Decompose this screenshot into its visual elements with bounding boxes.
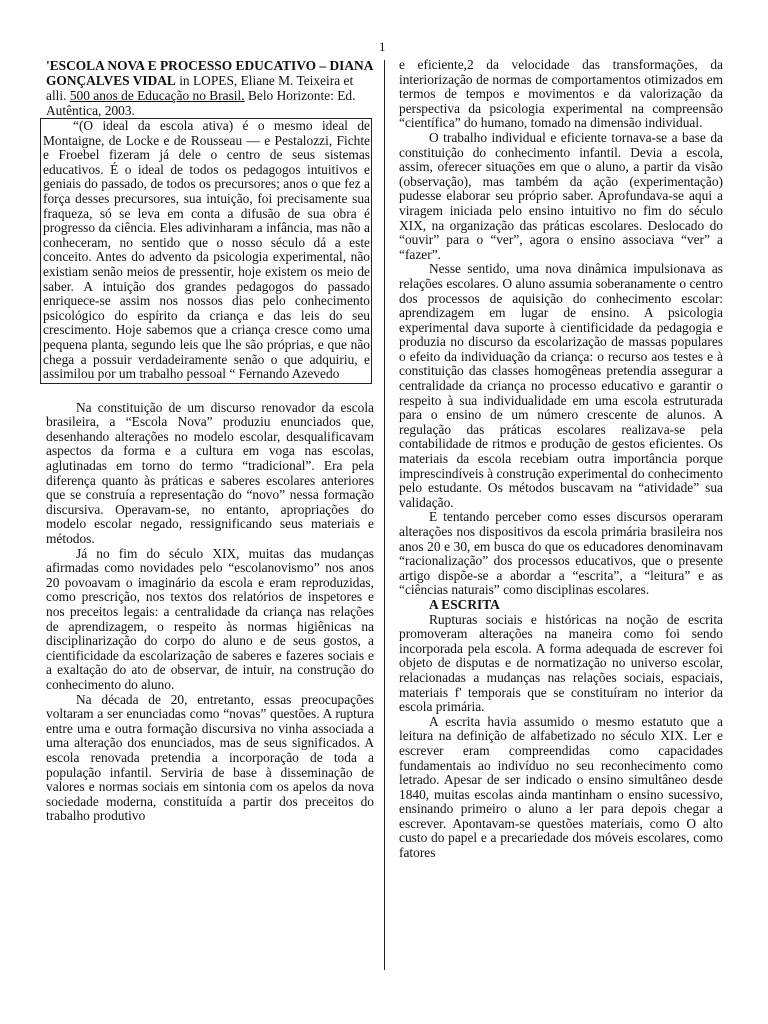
body-paragraph: e eficiente,2 da velocidade das transformações, da interiorização de normas de comportamentos otimizados em termos de tempos e movimentos e da valorização da perspectiva da psicologia experimental na compreensão “científica” do humano, tomado na dimensão individual. [399, 57, 723, 131]
body-paragraph: Nesse sentido, uma nova dinâmica impulsionava as relações escolares. O aluno assumia soberanamente o centro dos processos de aquisição do conhecimento escolar: aprendizagem em lugar de ensino. A psicologia experimental dava suporte à cientificidade da pedagogia e produzia no discurso da escolarização de massas populares o efeito da individuação da criança: o recurso aos testes e à constituição das classes homogêneas pretendia assegurar a centralidade da criança no processo educativo e garantir o respeito à sua individualidade em uma escola estruturada para o ensino de um número crescente de alunos. A regulação das práticas escolares realizava-se pela contabilidade de ritmos e produção de gestos eficientes. Os materiais da escola recebiam outra importância porque imprescindíveis à construção experimental do conhecimento pelo estudante. Os métodos buscavam na “atividade” sua validação. [399, 261, 723, 510]
quote-text: “(O ideal da escola ativa) é o mesmo ideal de Montaigne, de Locke e de Rousseau — e Pestalozzi, Fichte e Froebel fizeram já dele o centro de seus sistemas educativos. É o ideal de todos os pedagogos intuitivos e geniais do passado, de todos os precursores; anos o que fez a força desses precursores, sua intuição, foi precisamente sua fraqueza, só se leva em conta a difusão de sua obra é progresso da ciência. Eles adivinharam a infância, mas não a conheceram, no sentido que o nosso século dá a este conceito. Antes do advento da psicologia experimental, não existiam senão meios de pressentir, hoje existem os meio de saber. A intuição dos grandes pedagogos do passado enriquece-se assim nos nossos dias pelo conhecimento psicológico do espírito da criança e das leis do seu crescimento. Hoje sabemos que a criança cresce como uma pequena planta, segundo leis que lhe são próprias, e que não chega a possuir verdadeiramente senão o que adquiriu, e assimilou por um trabalho pessoal “ Fernando Azevedo [43, 118, 370, 382]
body-paragraph: A escrita havia assumido o mesmo estatuto que a leitura na definição de alfabetizado no século XIX. Ler e escrever eram compreendidas como capacidades fundamentais ao indivíduo no seu reconhecimento como letrado. Apesar de ser indicado o ensino simultâneo desde 1840, muitas escolas ainda mantinham o ensino sucessivo, ensinando primeiro o aluno a ler para depois chegar a escrever. Apontavam-se questões materiais, como O alto custo do papel e a precariedade dos móveis escolares, como fatores [399, 713, 723, 861]
bibliographic-reference [46, 58, 374, 118]
body-paragraph: O trabalho individual e eficiente tornava-se a base da constituição do conhecimento infantil. Devia a escola, assim, oferecer situações em que o aluno, a partir da visão (observação), mas também da ação (experimentação) pudesse elaborar seu próprio saber. Aprofundava-se aqui a viragem iniciada pelo ensino intuitivo no fim do século XIX, na organização das práticas escolares. Deslocado do “ouvir” para o “ver”, agora o ensino associava “ver” a “fazer”. [399, 129, 723, 262]
body-paragraph: Na constituição de um discurso renovador da escola brasileira, a “Escola Nova” produziu enunciados que, desenhando alterações no modelo escolar, desqualificavam aspectos da forma e a cultura em voga nas escolas, aglutinadas em torno do termo “tradicional”. Era pela diferença quanto às práticas e saberes escolares anteriores que se construía a representação do “novo” nessa formação discursiva. Operavam-se, no entanto, apropriações do modelo escolar negado, ressignificando seus materiais e métodos. [46, 399, 374, 547]
left-column [43, 58, 374, 824]
column-divider [384, 60, 385, 970]
body-paragraph: Na década de 20, entretanto, essas preocupações voltaram a ser enunciadas como “novas” questões. A ruptura entre uma e outra formação discursiva no vinha associada a uma alteração dos enunciados, mas de seus significados. A escola renovada pretendia a incorporação de toda a população infantil. Serviria de base à disseminação de valores e normas sociais em sintonia com os apelos da nova sociedade moderna, constituída a partir dos preceitos do trabalho produtivo [46, 691, 374, 824]
body-paragraph: Já no fim do século XIX, muitas das mudanças afirmadas como novidades pelo “escolanovismo” nos anos 20 povoavam o imaginário da escola e eram reproduzidas, como prescrição, nos textos dos relatórios de inspetores e nos preceitos legais: a centralidade da criança nas relações de aprendizagem, o respeito às normas higiênicas na disciplinarização do corpo do aluno e de seus gostos, a cientificidade da escolarização de saberes e fazeres sociais e a exaltação do ato de observar, de intuir, na construção do conhecimento do aluno. [46, 545, 374, 692]
body-paragraph: Rupturas sociais e históricas na noção de escrita promoveram alterações na maneira como foi sendo incorporada pela escola. A forma adequada de escrever foi objeto de disputas e de normatização no universo escolar, relacionadas a mudanças nas relações sociais, espaciais, materiais f' temporais que se constituíram no interior da escola primária. [399, 611, 723, 715]
reference-title: 'ESCOLA NOVA E PROCESSO EDUCATIVO – DIANA GONÇALVES VIDAL [46, 58, 373, 88]
quote-box [40, 118, 372, 384]
body-paragraph: E tentando perceber como esses discursos operaram alterações nos dispositivos da escola primária brasileira nos anos 20 e 30, em busca do que os educadores denominavam “racionalização” dos processos educativos, que o presente artigo dispõe-se a abordar a “escrita”, a “leitura” e as “ciências naturais” como disciplinas escolares. [399, 509, 723, 598]
reference-in: in LOPES, Eliane M. Teixeira et alli. [46, 73, 354, 103]
page-number: 1 [379, 39, 386, 54]
section-heading: A ESCRITA [429, 596, 500, 612]
right-column [399, 58, 723, 861]
reference-publisher: Belo Horizonte: Ed. Autêntica, 2003. [46, 88, 356, 118]
reference-book: 500 anos de Educação no Brasil. [69, 88, 245, 103]
